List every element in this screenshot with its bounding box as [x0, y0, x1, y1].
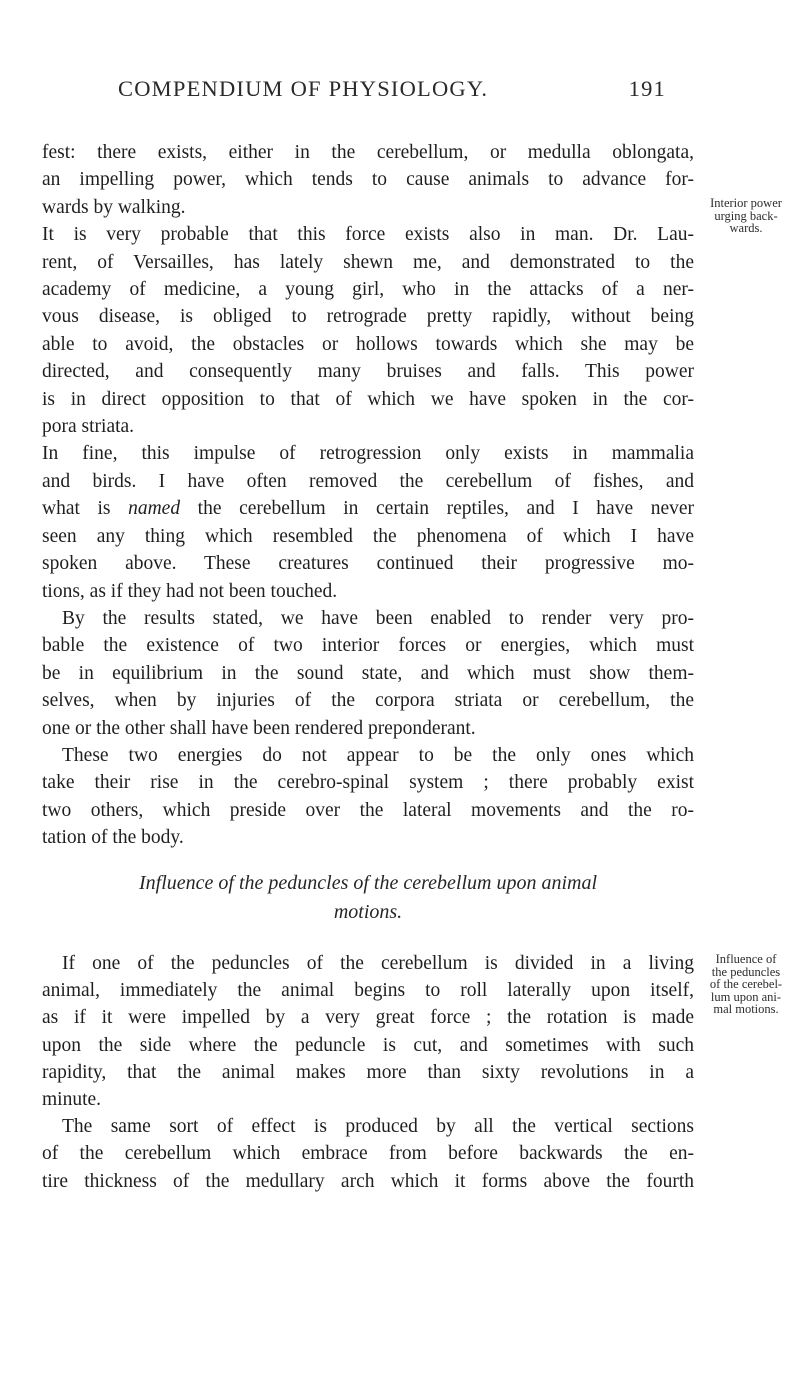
paragraph-6	[42, 950, 694, 1113]
section-heading-line: motions.	[333, 901, 403, 923]
marginal-note-line: wards.	[729, 221, 763, 235]
paragraph-7	[42, 1113, 694, 1195]
text-line: of the cerebellum which embrace from before backwards the en-	[42, 1143, 694, 1165]
text-line: rent, of Versailles, has lately shewn me, and demonstrated to the	[42, 251, 694, 273]
marginal-note-interior-power	[696, 197, 796, 235]
paragraph-2	[42, 221, 694, 440]
text-line: academy of medicine, a young girl, who in the attacks of a ner-	[42, 279, 694, 301]
marginal-note-line: Influence of	[715, 952, 777, 966]
text-line: is in direct opposition to that of which we have spoken in the cor-	[42, 388, 694, 410]
text-line: fest: there exists, either in the cerebellum, or medulla oblongata,	[42, 142, 694, 163]
marginal-note-peduncles	[696, 953, 796, 1016]
marginal-note-line: lum upon ani-	[710, 989, 782, 1004]
marginal-note-line: mal motions.	[713, 1002, 779, 1016]
text-line: tation of the body.	[42, 827, 184, 849]
text-line-with-emphasis	[42, 495, 694, 522]
paragraph-3	[42, 440, 694, 604]
text-line: The same sort of effect is produced by all the vertical sections	[62, 1116, 694, 1138]
text-line: seen any thing which resembled the phenomena of which I have	[42, 525, 694, 547]
running-head-title: COMPENDIUM OF PHYSIOLOGY.	[118, 76, 489, 101]
text-line: tire thickness of the medullary arch which it forms above the fourth	[42, 1170, 694, 1192]
text-line: If one of the peduncles of the cerebellum is divided in a living	[62, 953, 694, 974]
body-text-lower	[42, 950, 694, 1195]
body-text-upper	[42, 139, 694, 852]
text-line: vous disease, is obliged to retrograde pretty rapidly, without being	[42, 306, 694, 328]
text-line: These two energies do not appear to be the only ones which	[62, 744, 694, 766]
section-heading-line: Influence of the peduncles of the cerebellum upon animal	[138, 872, 598, 894]
text-fragment: the cerebellum in certain reptiles, and I have never	[180, 498, 694, 520]
text-line: and birds. I have often removed the cerebellum of fishes, and	[42, 470, 694, 492]
text-fragment: what is	[42, 498, 129, 520]
marginal-note-line: of the cerebel-	[709, 977, 783, 991]
text-line: wards by walking.	[42, 196, 186, 218]
text-line: an impelling power, which tends to cause animals to advance for-	[42, 169, 694, 191]
text-line: spoken above. These creatures continued their progressive mo-	[42, 553, 694, 575]
paragraph-1	[42, 139, 694, 221]
emphasized-word: named	[128, 498, 181, 520]
text-line: one or the other shall have been rendered preponderant.	[42, 717, 476, 739]
text-line: two others, which preside over the lateral movements and the ro-	[42, 799, 694, 821]
section-heading	[42, 869, 694, 927]
text-line: rapidity, that the animal makes more than sixty revolutions in a	[42, 1061, 694, 1083]
text-line: be in equilibrium in the sound state, and which must show them-	[42, 662, 694, 684]
text-line: minute.	[42, 1089, 102, 1111]
text-line: By the results stated, we have been enabled to render very pro-	[62, 607, 694, 629]
marginal-note-line: urging back-	[714, 208, 778, 223]
text-line: It is very probable that this force exists also in man. Dr. Lau-	[42, 224, 694, 246]
text-line: animal, immediately the animal begins to roll laterally upon itself,	[42, 980, 694, 1002]
text-line: bable the existence of two interior forces or energies, which must	[42, 635, 694, 657]
text-line: directed, and consequently many bruises and falls. This power	[42, 361, 694, 383]
page-number: 191	[628, 76, 666, 101]
text-line: tions, as if they had not been touched.	[42, 580, 338, 602]
marginal-note-line: Interior power	[710, 196, 782, 210]
paragraph-5	[42, 742, 694, 852]
text-line: In fine, this impulse of retrogression only exists in mammalia	[42, 443, 694, 465]
marginal-note-line: the peduncles	[711, 964, 781, 979]
text-line: pora striata.	[42, 416, 135, 438]
running-head	[118, 76, 666, 102]
text-line: upon the side where the peduncle is cut, and sometimes with such	[42, 1034, 694, 1056]
text-line: take their rise in the cerebro-spinal system ; there probably exist	[42, 772, 694, 794]
text-line: able to avoid, the obstacles or hollows towards which she may be	[42, 333, 694, 355]
text-line: as if it were impelled by a very great force ; the rotation is made	[42, 1007, 694, 1029]
text-line: selves, when by injuries of the corpora striata or cerebellum, the	[42, 690, 694, 712]
paragraph-4	[42, 605, 694, 742]
